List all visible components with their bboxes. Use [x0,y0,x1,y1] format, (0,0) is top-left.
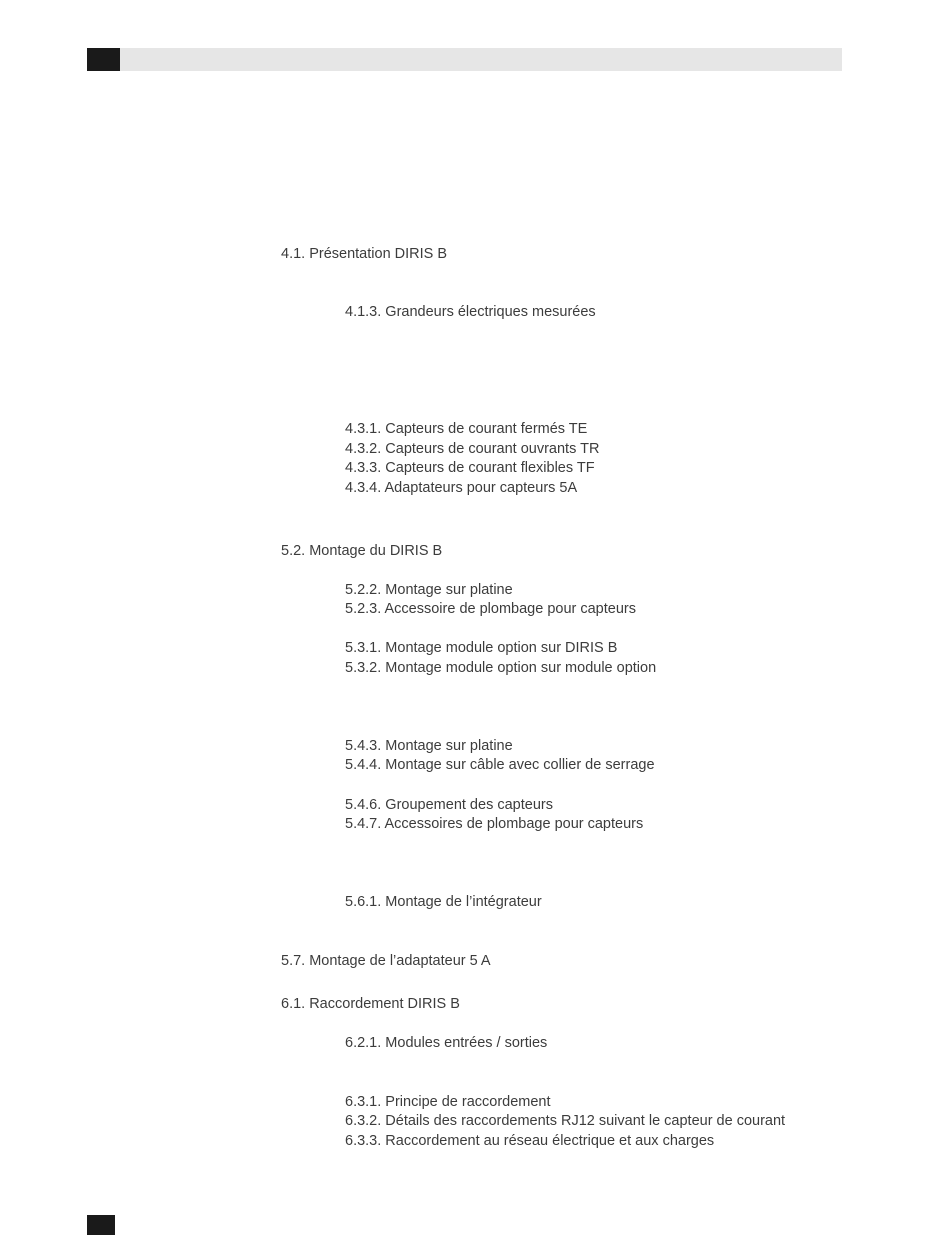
toc-entry: 6.3.1. Principe de raccordement [345,1094,551,1110]
toc-entry: 4.3.2. Capteurs de courant ouvrants TR [345,441,600,457]
toc-entry: 5.2.2. Montage sur platine [345,582,513,598]
toc-entry: 4.1.3. Grandeurs électriques mesurées [345,304,596,320]
toc-entry: 5.2. Montage du DIRIS B [281,543,443,559]
toc-entry: 5.4.3. Montage sur platine [345,738,513,754]
header-marker-block [87,48,120,71]
toc-entry: 5.4.6. Groupement des capteurs [345,797,553,813]
footer-marker-block [87,1215,115,1235]
header-bar [120,48,842,71]
toc-entry: 6.1. Raccordement DIRIS B [281,996,460,1012]
toc-entry: 6.3.3. Raccordement au réseau électrique et aux charges [345,1133,715,1149]
toc-entry: 5.7. Montage de l’adaptateur 5 A [281,953,491,969]
toc-entry: 4.3.4. Adaptateurs pour capteurs 5A [345,480,578,496]
toc-entry: 5.2.3. Accessoire de plombage pour capteurs [345,601,636,617]
toc-entry: 6.2.1. Modules entrées / sorties [345,1035,548,1051]
toc-entry: 5.3.2. Montage module option sur module option [345,660,657,676]
toc-entry: 5.6.1. Montage de l’intégrateur [345,894,542,910]
toc-entry: 4.3.1. Capteurs de courant fermés TE [345,421,588,437]
toc-entry: 4.3.3. Capteurs de courant flexibles TF [345,460,595,476]
toc-entry: 5.4.7. Accessoires de plombage pour capteurs [345,816,644,832]
toc-entry: 5.4.4. Montage sur câble avec collier de serrage [345,757,655,773]
toc-entry: 6.3.2. Détails des raccordements RJ12 suivant le capteur de courant [345,1113,786,1129]
toc-entry: 5.3.1. Montage module option sur DIRIS B [345,640,618,656]
toc-entry: 4.1. Présentation DIRIS B [281,246,448,262]
